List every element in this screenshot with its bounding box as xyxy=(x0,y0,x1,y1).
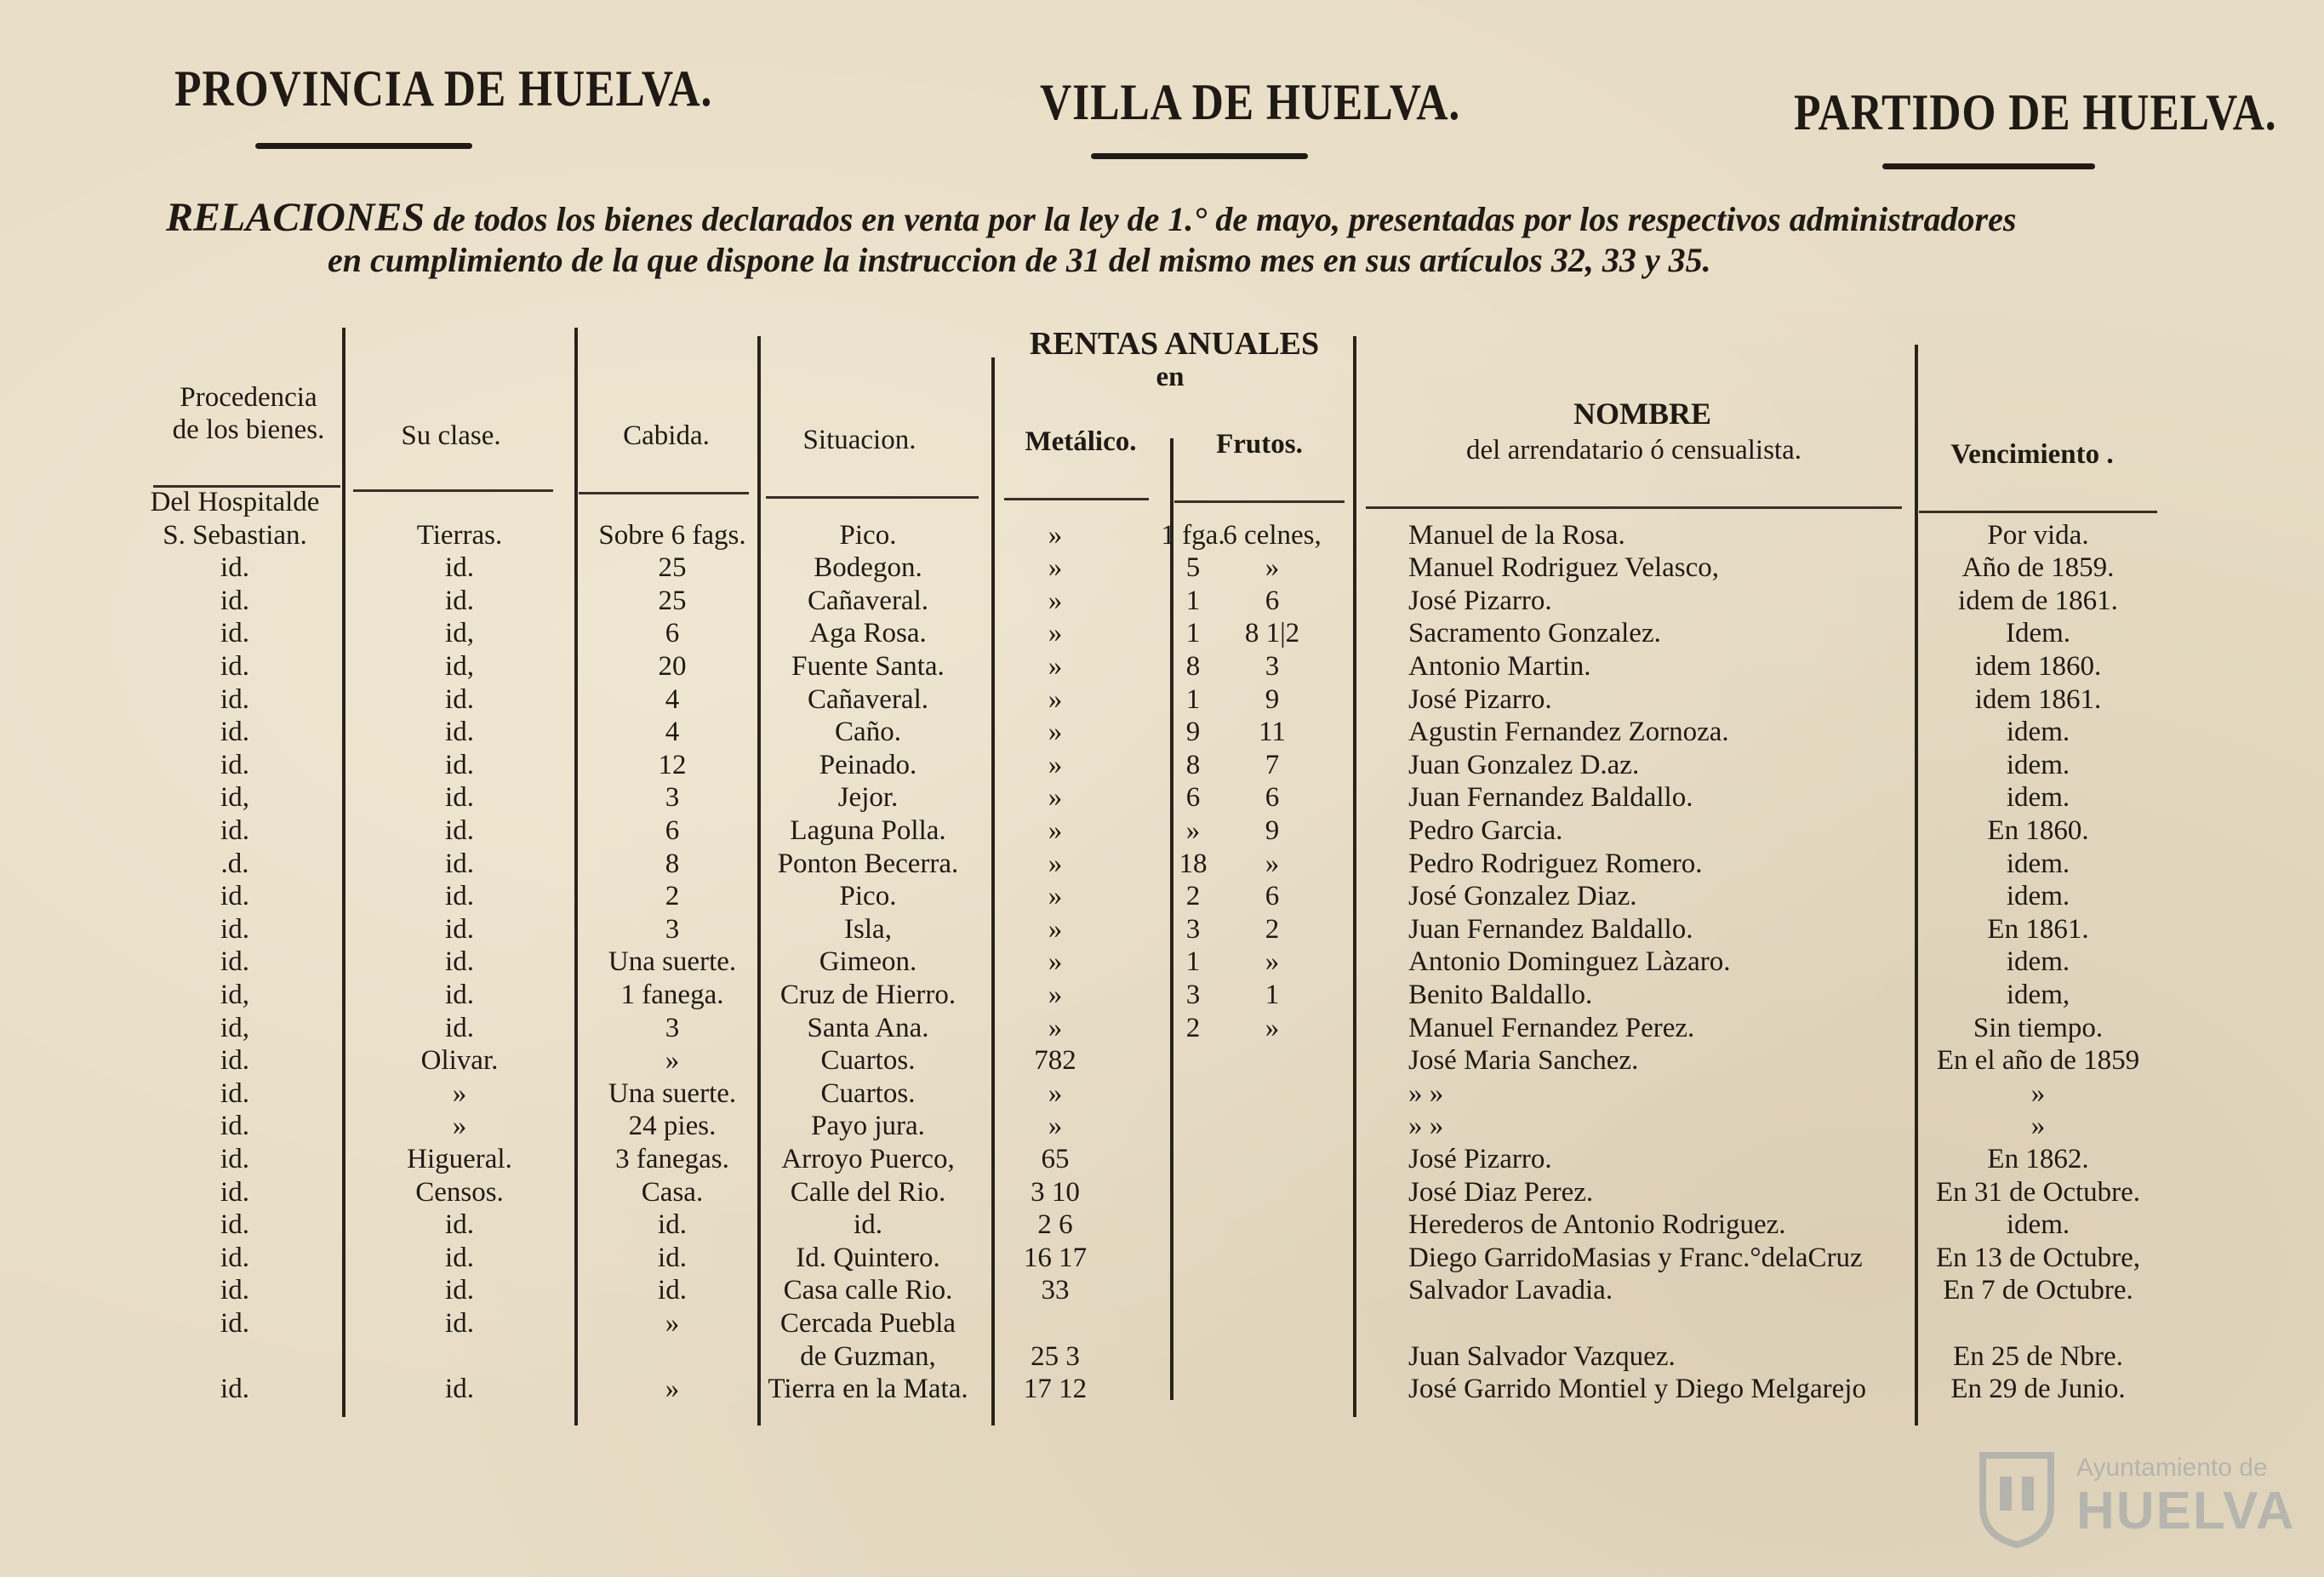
table-row xyxy=(0,912,2324,946)
cell-cabida: 25 xyxy=(658,552,687,584)
cell-cabida: 3 xyxy=(665,782,680,814)
cell-nombre: Manuel de la Rosa. xyxy=(1408,519,1625,551)
table-row xyxy=(0,814,2324,848)
cell-clase: » xyxy=(452,1111,467,1142)
cell-nombre: Pedro Rodriguez Romero. xyxy=(1408,848,1703,879)
cell-nombre: Benito Baldallo. xyxy=(1408,980,1593,1010)
cell-clase: id. xyxy=(445,1012,474,1043)
cell-frutos-b: 8 1|2 xyxy=(1244,618,1300,649)
cell-situacion: Gimeon. xyxy=(819,946,917,978)
cell-situacion: Ponton Becerra. xyxy=(777,848,959,879)
cell-metalico: » xyxy=(1048,980,1063,1010)
cell-procedencia: id. xyxy=(220,815,249,846)
cell-metalico: » xyxy=(1048,651,1063,682)
cell-cabida: 6 xyxy=(665,618,680,649)
cell-vencimiento: » xyxy=(2030,1077,2046,1109)
table-row xyxy=(0,1273,2324,1307)
cell-cabida: » xyxy=(665,1045,680,1077)
cell-nombre: Juan Gonzalez D.az. xyxy=(1408,749,1640,780)
cell-situacion: Pico. xyxy=(839,881,897,912)
cell-vencimiento: Por vida. xyxy=(1987,519,2089,551)
cell-frutos-b: 11 xyxy=(1259,717,1286,748)
cell-metalico: » xyxy=(1048,1012,1063,1043)
table-row xyxy=(0,1241,2324,1275)
table-row xyxy=(0,748,2324,782)
cell-metalico: 25 3 xyxy=(1031,1340,1080,1372)
cell-metalico: » xyxy=(1048,913,1063,945)
cell-frutos-a: 8 xyxy=(1185,651,1201,682)
cell-nombre: » » xyxy=(1408,1077,1444,1109)
cell-frutos-b: » xyxy=(1265,1012,1280,1043)
coat-of-arms-icon xyxy=(1974,1447,2059,1549)
cell-situacion: Peinado. xyxy=(819,749,917,780)
cell-cabida: 8 xyxy=(665,848,680,879)
cell-clase: id. xyxy=(445,552,474,584)
cell-procedencia: id. xyxy=(220,618,249,649)
cell-situacion: Tierra en la Mata. xyxy=(768,1374,968,1405)
cell-situacion: Aga Rosa. xyxy=(809,618,927,649)
cell-clase: id. xyxy=(445,881,474,912)
cell-cabida: 12 xyxy=(658,749,687,780)
rentas-anuales-header: RENTAS ANUALES xyxy=(1029,326,1320,362)
cell-nombre: Juan Fernandez Baldallo. xyxy=(1408,782,1693,814)
cell-frutos-a: 2 xyxy=(1185,1012,1201,1043)
cell-vencimiento: idem 1860. xyxy=(1974,651,2102,682)
cell-nombre: Antonio Dominguez Làzaro. xyxy=(1408,946,1731,978)
cell-nombre: José Pizarro. xyxy=(1408,683,1552,715)
villa-title-rule xyxy=(1091,153,1308,159)
cell-procedencia: .d. xyxy=(220,848,249,879)
col-metalico-header: Metálico. xyxy=(1025,426,1137,457)
cell-clase: id. xyxy=(445,1209,474,1241)
cell-procedencia: id. xyxy=(220,1077,249,1109)
table-row xyxy=(0,551,2324,585)
cell-vencimiento: idem. xyxy=(2006,749,2070,780)
cell-situacion: de Guzman, xyxy=(800,1340,936,1372)
table-row xyxy=(0,1175,2324,1209)
villa-title: VILLA DE HUELVA. xyxy=(1040,74,1461,130)
cell-frutos-b: 9 xyxy=(1265,815,1280,846)
cell-clase: Olivar. xyxy=(420,1045,499,1077)
cell-metalico: » xyxy=(1048,717,1063,748)
cell-procedencia: id. xyxy=(220,1045,249,1077)
intro-lead: RELACIONES xyxy=(166,195,425,240)
cell-frutos-a: 18 xyxy=(1179,848,1208,879)
intro-line-2: en cumplimiento de la que dispone la instruccion de 31 del mismo mes en sus artículos 32, 33 y 35. xyxy=(328,241,1711,279)
cell-procedencia: Del Hospitalde xyxy=(150,487,320,517)
cell-clase: » xyxy=(452,1077,467,1109)
table-row xyxy=(0,847,2324,881)
cell-cabida: » xyxy=(665,1374,680,1405)
cell-nombre: Salvador Lavadia. xyxy=(1408,1275,1613,1306)
table-row xyxy=(0,1077,2324,1111)
table-row xyxy=(0,518,2324,552)
cell-vencimiento: En el año de 1859 xyxy=(1936,1045,2140,1077)
cell-cabida: Una suerte. xyxy=(608,1077,737,1109)
cell-metalico: » xyxy=(1048,946,1063,978)
province-title-rule xyxy=(255,143,472,149)
cell-frutos-a: 1 xyxy=(1185,946,1201,978)
cell-clase: id, xyxy=(445,651,474,682)
col-cabida-header: Cabida. xyxy=(623,420,710,451)
cell-cabida: Casa. xyxy=(641,1176,704,1208)
cell-clase: id. xyxy=(445,717,474,748)
cell-metalico: » xyxy=(1048,782,1063,814)
cell-nombre: Pedro Garcia. xyxy=(1408,815,1563,846)
cell-procedencia: id. xyxy=(220,1308,249,1339)
cell-nombre: Juan Fernandez Baldallo. xyxy=(1408,913,1693,945)
cell-frutos-b: 3 xyxy=(1265,651,1280,682)
cell-nombre: » » xyxy=(1408,1111,1444,1142)
col-vencimiento-header: Vencimiento . xyxy=(1950,439,2114,470)
cell-vencimiento: Sin tiempo. xyxy=(1973,1012,2104,1043)
cell-procedencia: id. xyxy=(220,1176,249,1208)
cell-metalico: » xyxy=(1048,749,1063,780)
cell-clase: id. xyxy=(445,815,474,846)
cell-situacion: Cercada Puebla xyxy=(779,1308,956,1339)
cell-procedencia: id. xyxy=(220,913,249,945)
cell-situacion: Id. Quintero. xyxy=(796,1242,940,1273)
ayuntamiento-watermark xyxy=(1974,1447,2298,1549)
cell-nombre: Diego GarridoMasias y Franc.°delaCruz xyxy=(1408,1242,1863,1273)
cell-vencimiento: En 7 de Octubre. xyxy=(1943,1275,2133,1306)
cell-nombre: José Diaz Perez. xyxy=(1408,1176,1594,1208)
cell-situacion: id. xyxy=(854,1209,882,1241)
cell-metalico: 33 xyxy=(1041,1275,1070,1306)
cell-situacion: Cruz de Hierro. xyxy=(779,980,956,1010)
table-row xyxy=(0,616,2324,650)
cell-vencimiento: En 25 de Nbre. xyxy=(1953,1340,2123,1372)
cell-cabida: Una suerte. xyxy=(608,946,737,978)
cell-frutos-a: » xyxy=(1185,815,1201,846)
cell-metalico: » xyxy=(1048,519,1063,551)
cell-situacion: Bodegon. xyxy=(814,552,922,584)
cell-nombre: Manuel Rodriguez Velasco, xyxy=(1408,552,1720,584)
cell-vencimiento: En 31 de Octubre. xyxy=(1935,1176,2141,1208)
cell-frutos-a: 6 xyxy=(1185,782,1201,814)
cell-cabida: 24 pies. xyxy=(628,1111,717,1142)
cell-procedencia: id. xyxy=(220,651,249,682)
col-nombre-subheader: del arrendatario ó censualista. xyxy=(1466,435,1802,466)
cell-vencimiento: idem. xyxy=(2006,848,2070,879)
cell-metalico: 17 12 xyxy=(1023,1374,1088,1405)
table-row xyxy=(0,1109,2324,1143)
cell-metalico: 2 6 xyxy=(1037,1209,1073,1241)
cell-clase: id. xyxy=(445,683,474,715)
cell-vencimiento: idem. xyxy=(2006,946,2070,978)
cell-clase: id. xyxy=(445,782,474,814)
cell-cabida: id. xyxy=(658,1242,687,1273)
table-row xyxy=(0,649,2324,683)
col-procedencia-label-1: Procedencia xyxy=(180,382,317,413)
table-row xyxy=(0,879,2324,913)
cell-situacion: Santa Ana. xyxy=(807,1012,929,1043)
intro-line-1 xyxy=(166,194,2016,241)
cell-vencimiento: idem. xyxy=(2006,782,2070,814)
col-procedencia-label-2: de los bienes. xyxy=(172,414,325,445)
table-row xyxy=(0,780,2324,814)
cell-vencimiento: En 1862. xyxy=(1987,1144,2089,1174)
cell-procedencia: id. xyxy=(220,1374,249,1405)
cell-situacion: Casa calle Rio. xyxy=(783,1275,953,1306)
table-row xyxy=(0,978,2324,1012)
cell-clase: Censos. xyxy=(415,1176,504,1208)
cell-frutos-b: 2 xyxy=(1265,913,1280,945)
cell-procedencia: id. xyxy=(220,1209,249,1241)
table-row xyxy=(0,1043,2324,1077)
cell-clase: Higueral. xyxy=(407,1144,512,1174)
table-row xyxy=(0,1372,2324,1406)
cell-frutos-a: 9 xyxy=(1185,717,1201,748)
cell-vencimiento: idem, xyxy=(2006,980,2070,1010)
cell-clase: id. xyxy=(445,980,474,1010)
cell-vencimiento: idem de 1861. xyxy=(1958,585,2118,616)
partido-title: PARTIDO DE HUELVA. xyxy=(1794,84,2277,140)
cell-metalico: » xyxy=(1048,815,1063,846)
cell-frutos-b: 1 xyxy=(1265,980,1280,1010)
cell-nombre: Juan Salvador Vazquez. xyxy=(1408,1340,1676,1372)
col-nombre-header: NOMBRE xyxy=(1573,397,1711,431)
table-row xyxy=(0,1142,2324,1176)
cell-vencimiento: » xyxy=(2030,1111,2046,1142)
cell-frutos-b: » xyxy=(1265,552,1280,584)
cell-vencimiento: idem. xyxy=(2006,1209,2070,1241)
cell-situacion: Cuartos. xyxy=(820,1045,916,1077)
cell-situacion: Fuente Santa. xyxy=(791,651,945,682)
cell-nombre: José Maria Sanchez. xyxy=(1408,1045,1639,1077)
cell-nombre: José Gonzalez Diaz. xyxy=(1408,881,1637,912)
cell-frutos-a: 3 xyxy=(1185,980,1201,1010)
table-row xyxy=(0,1011,2324,1045)
cell-cabida: » xyxy=(665,1308,680,1339)
col-situacion-header: Situacion. xyxy=(802,425,916,455)
cell-procedencia: id. xyxy=(220,1144,249,1174)
cell-situacion: Pico. xyxy=(839,519,897,551)
cell-vencimiento: En 29 de Junio. xyxy=(1950,1374,2126,1405)
cell-procedencia: id. xyxy=(220,717,249,748)
cell-procedencia: id. xyxy=(220,749,249,780)
cell-procedencia: id. xyxy=(220,1111,249,1142)
cell-clase: id. xyxy=(445,848,474,879)
col-frutos-header: Frutos. xyxy=(1216,429,1303,460)
cell-cabida: 4 xyxy=(665,683,680,715)
cell-clase: id. xyxy=(445,1275,474,1306)
cell-procedencia: id, xyxy=(220,1012,249,1043)
watermark-line-1: Ayuntamiento de xyxy=(2076,1454,2268,1482)
partido-title-rule xyxy=(1882,163,2095,169)
province-title: PROVINCIA DE HUELVA. xyxy=(174,60,713,117)
cell-procedencia: id. xyxy=(220,881,249,912)
cell-cabida: 4 xyxy=(665,717,680,748)
cell-vencimiento: Idem. xyxy=(2005,618,2071,649)
cell-metalico: 16 17 xyxy=(1023,1242,1088,1273)
cell-vencimiento: idem. xyxy=(2006,717,2070,748)
table-row xyxy=(0,945,2324,979)
cell-procedencia: id. xyxy=(220,552,249,584)
cell-procedencia: id, xyxy=(220,782,249,814)
cell-vencimiento: idem 1861. xyxy=(1974,683,2102,715)
cell-situacion: Isla, xyxy=(844,913,892,945)
cell-frutos-a: 2 xyxy=(1185,881,1201,912)
cell-clase: id. xyxy=(445,749,474,780)
cell-frutos-a: 3 xyxy=(1185,913,1201,945)
cell-vencimiento: En 1860. xyxy=(1987,815,2089,846)
col-clase-header: Su clase. xyxy=(401,420,501,451)
cell-vencimiento: En 1861. xyxy=(1987,913,2089,945)
cell-frutos-a: 5 xyxy=(1185,552,1201,584)
cell-cabida: 1 fanega. xyxy=(620,980,724,1010)
cell-metalico: 3 10 xyxy=(1031,1176,1080,1208)
cell-frutos-b: » xyxy=(1265,946,1280,978)
cell-frutos-b: 6 xyxy=(1265,585,1280,616)
cell-situacion: Jejor. xyxy=(837,782,899,814)
cell-cabida: 6 xyxy=(665,815,680,846)
cell-procedencia: id. xyxy=(220,946,249,978)
cell-clase: Tierras. xyxy=(416,519,503,551)
cell-frutos-a: 1 xyxy=(1185,585,1201,616)
cell-nombre: José Pizarro. xyxy=(1408,1144,1552,1174)
cell-nombre: Sacramento Gonzalez. xyxy=(1408,618,1661,649)
cell-frutos-b: 9 xyxy=(1265,683,1280,715)
cell-cabida: 3 xyxy=(665,1012,680,1043)
intro-line-1-text: de todos los bienes declarados en venta por la ley de 1.° de mayo, presentadas por los respectivos administradores xyxy=(433,200,2017,238)
cell-clase: id. xyxy=(445,1374,474,1405)
cell-vencimiento: idem. xyxy=(2006,881,2070,912)
cell-metalico: » xyxy=(1048,552,1063,584)
cell-situacion: Cuartos. xyxy=(820,1077,916,1109)
cell-nombre: Manuel Fernandez Perez. xyxy=(1408,1012,1695,1043)
rentas-en-label: en xyxy=(1156,362,1185,392)
cell-frutos-b: » xyxy=(1265,848,1280,879)
cell-metalico: » xyxy=(1048,848,1063,879)
cell-frutos-b: 6 xyxy=(1265,782,1280,814)
cell-frutos-a: 8 xyxy=(1185,749,1201,780)
cell-clase: id. xyxy=(445,1242,474,1273)
watermark-line-2: HUELVA xyxy=(2076,1482,2296,1540)
cell-situacion: Calle del Rio. xyxy=(790,1176,946,1208)
cell-procedencia: id, xyxy=(220,980,249,1010)
cell-metalico: 65 xyxy=(1041,1144,1070,1174)
cell-nombre: Antonio Martin. xyxy=(1408,651,1591,682)
cell-clase: id. xyxy=(445,913,474,945)
cell-frutos-b: 6 celnes, xyxy=(1223,519,1322,551)
cell-metalico: » xyxy=(1048,585,1063,616)
table-row xyxy=(0,1208,2324,1242)
cell-procedencia: S. Sebastian. xyxy=(163,519,307,551)
cell-cabida: id. xyxy=(658,1275,687,1306)
cell-procedencia: id. xyxy=(220,683,249,715)
cell-clase: id. xyxy=(445,1308,474,1339)
table-row xyxy=(0,485,2324,519)
cell-clase: id. xyxy=(445,585,474,616)
table-row xyxy=(0,1306,2324,1340)
cell-clase: id. xyxy=(445,946,474,978)
cell-procedencia: id. xyxy=(220,1242,249,1273)
cell-nombre: Agustin Fernandez Zornoza. xyxy=(1408,717,1729,748)
cell-nombre: Herederos de Antonio Rodriguez. xyxy=(1408,1209,1786,1241)
cell-situacion: Arroyo Puerco, xyxy=(781,1144,955,1174)
cell-frutos-b: 6 xyxy=(1265,881,1280,912)
cell-cabida: 3 fanegas. xyxy=(615,1144,729,1174)
table-row xyxy=(0,715,2324,749)
cell-cabida: 2 xyxy=(665,881,680,912)
cell-procedencia: id. xyxy=(220,585,249,616)
cell-metalico: 782 xyxy=(1034,1045,1076,1077)
cell-procedencia: id. xyxy=(220,1275,249,1306)
cell-cabida: id. xyxy=(658,1209,687,1241)
cell-vencimiento: En 13 de Octubre, xyxy=(1935,1242,2141,1273)
col-procedencia-header xyxy=(173,381,325,446)
cell-cabida: 3 xyxy=(665,913,680,945)
cell-metalico: » xyxy=(1048,881,1063,912)
cell-metalico: » xyxy=(1048,1111,1063,1142)
cell-frutos-a: 1 xyxy=(1185,618,1201,649)
table-row xyxy=(0,1340,2324,1374)
cell-metalico: » xyxy=(1048,618,1063,649)
cell-clase: id, xyxy=(445,618,474,649)
cell-metalico: » xyxy=(1048,683,1063,715)
cell-frutos-a: 1 fga. xyxy=(1161,519,1225,551)
cell-nombre: José Garrido Montiel y Diego Melgarejo xyxy=(1408,1374,1866,1405)
cell-frutos-b: 7 xyxy=(1265,749,1280,780)
cell-cabida: 25 xyxy=(658,585,687,616)
cell-frutos-a: 1 xyxy=(1185,683,1201,715)
cell-situacion: Cañaveral. xyxy=(807,585,929,616)
table-row xyxy=(0,584,2324,618)
cell-situacion: Cañaveral. xyxy=(807,683,929,715)
cell-situacion: Caño. xyxy=(835,717,901,748)
cell-situacion: Payo jura. xyxy=(811,1111,925,1142)
table-row xyxy=(0,683,2324,717)
cell-cabida: Sobre 6 fags. xyxy=(598,519,746,551)
cell-metalico: » xyxy=(1048,1077,1063,1109)
cell-cabida: 20 xyxy=(658,651,687,682)
cell-nombre: José Pizarro. xyxy=(1408,585,1552,616)
cell-situacion: Laguna Polla. xyxy=(790,815,946,846)
cell-vencimiento: Año de 1859. xyxy=(1961,552,2115,584)
